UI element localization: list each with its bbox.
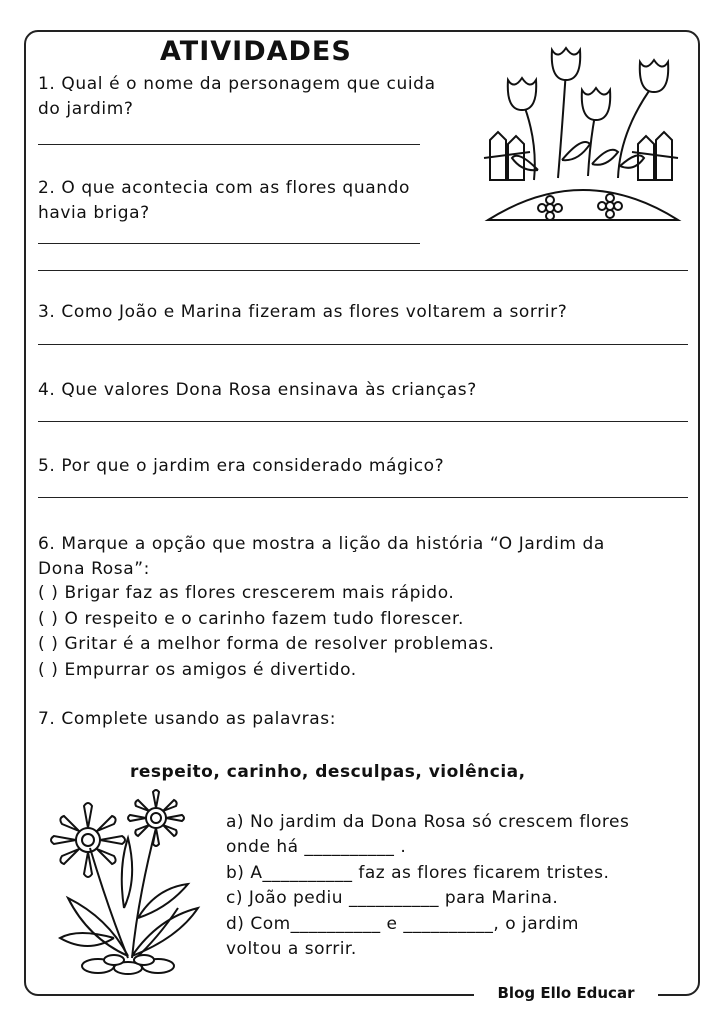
option-1[interactable]: ( ) Brigar faz as flores crescerem mais rápido. — [38, 583, 455, 603]
question-4: 4. Que valores Dona Rosa ensinava às crianças? — [38, 380, 477, 400]
question-6-line-1: 6. Marque a opção que mostra a lição da história “O Jardim da — [38, 534, 605, 554]
question-5: 5. Por que o jardim era considerado mágico? — [38, 456, 445, 476]
fill-a-line-1: a) No jardim da Dona Rosa só crescem flores — [226, 812, 630, 832]
fill-c: c) João pediu __________ para Marina. — [226, 888, 559, 908]
question-1-line-2: do jardim? — [38, 99, 134, 119]
daisy-bouquet-illustration — [38, 788, 218, 978]
answer-line-2b — [38, 270, 688, 271]
tulip-icon — [640, 60, 668, 92]
word-bank: respeito, carinho, desculpas, violência, — [130, 762, 526, 782]
answer-line-1 — [38, 144, 420, 145]
question-2-line-2: havia briga? — [38, 203, 150, 223]
tulip-garden-illustration — [478, 40, 688, 230]
question-6-line-2: Dona Rosa”: — [38, 559, 150, 579]
fill-a-line-2: onde há __________ . — [226, 837, 407, 857]
question-1-line-1: 1. Qual é o nome da personagem que cuida — [38, 74, 436, 94]
daisy-icon — [128, 790, 184, 846]
footer-credit: Blog Ello Educar — [474, 984, 658, 1002]
answer-line-5 — [38, 497, 688, 498]
question-2-line-1: 2. O que acontecia com as flores quando — [38, 178, 410, 198]
tulip-icon — [508, 78, 536, 110]
answer-line-4 — [38, 421, 688, 422]
tulip-icon — [552, 48, 580, 80]
fill-b: b) A__________ faz as flores ficarem tristes. — [226, 863, 610, 883]
option-4[interactable]: ( ) Empurrar os amigos é divertido. — [38, 660, 357, 680]
daisy-icon — [51, 803, 125, 877]
question-3: 3. Como João e Marina fizeram as flores voltarem a sorrir? — [38, 302, 568, 322]
fence-left-icon — [484, 132, 530, 180]
option-2[interactable]: ( ) O respeito e o carinho fazem tudo florescer. — [38, 609, 464, 629]
option-3[interactable]: ( ) Gritar é a melhor forma de resolver problemas. — [38, 634, 495, 654]
question-7: 7. Complete usando as palavras: — [38, 709, 337, 729]
tulip-icon — [582, 88, 610, 120]
answer-line-2a — [38, 243, 420, 244]
page-title: ATIVIDADES — [160, 36, 352, 67]
fill-d-line-2: voltou a sorrir. — [226, 939, 357, 959]
answer-line-3 — [38, 344, 688, 345]
fill-d-line-1: d) Com__________ e __________, o jardim — [226, 914, 579, 934]
